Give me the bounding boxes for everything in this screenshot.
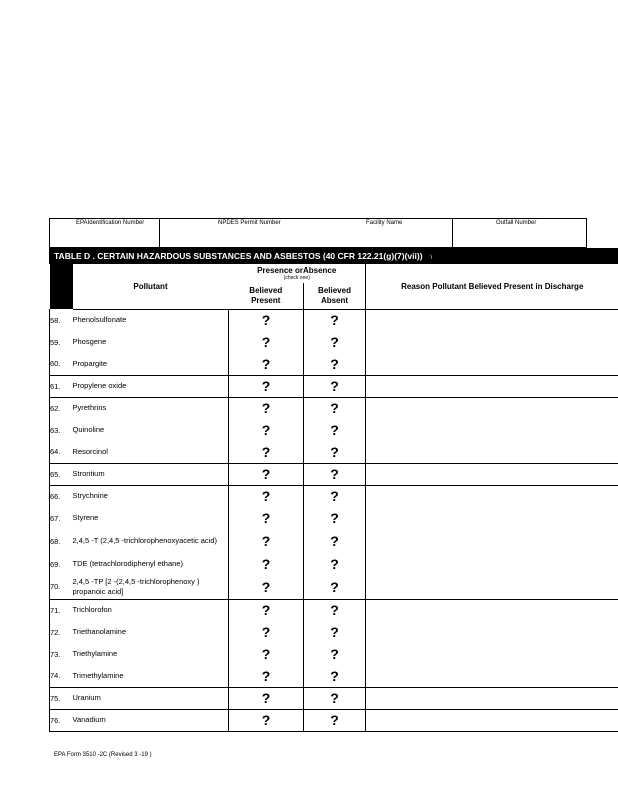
believed-absent-checkbox[interactable]: ? <box>304 553 366 575</box>
believed-absent-checkbox[interactable]: ? <box>304 441 366 463</box>
row-number: 59. <box>50 331 73 353</box>
believed-present-checkbox[interactable]: ? <box>229 485 304 507</box>
table-row <box>50 553 618 575</box>
table-row <box>50 529 618 553</box>
pollutant-table <box>49 264 618 732</box>
believed-present-checkbox[interactable]: ? <box>229 353 304 375</box>
present-label-1: Believed <box>249 285 283 295</box>
table-row <box>50 419 618 441</box>
absent-label-1: Believed <box>318 285 351 295</box>
believed-present-checkbox[interactable]: ? <box>229 553 304 575</box>
believed-absent-checkbox[interactable]: ? <box>304 375 366 397</box>
pollutant-name: Trimethylamine <box>73 665 229 687</box>
number-column-header <box>50 264 73 309</box>
believed-absent-checkbox[interactable]: ? <box>304 463 366 485</box>
table-row <box>50 643 618 665</box>
believed-present-checkbox[interactable]: ? <box>229 375 304 397</box>
believed-absent-checkbox[interactable]: ? <box>304 599 366 621</box>
reason-field[interactable] <box>366 687 618 709</box>
believed-absent-checkbox[interactable]: ? <box>304 309 366 331</box>
table-title <box>49 248 618 264</box>
believed-present-checkbox[interactable]: ? <box>229 309 304 331</box>
table-row <box>50 441 618 463</box>
row-number: 71. <box>50 599 73 621</box>
row-number: 64. <box>50 441 73 463</box>
row-number: 58. <box>50 309 73 331</box>
table-row <box>50 485 618 507</box>
pollutant-name: TDE (tetrachlorodiphenyl ethane) <box>72 559 183 568</box>
reason-field[interactable] <box>366 375 618 397</box>
row-number: 74. <box>50 665 73 687</box>
facility-label: Facility Name <box>366 220 403 226</box>
believed-present-checkbox[interactable]: ? <box>229 709 304 731</box>
believed-absent-checkbox[interactable]: ? <box>304 529 366 553</box>
pollutant-name: Vanadium <box>73 709 229 731</box>
row-number: 76. <box>50 709 73 731</box>
believed-present-checkbox[interactable]: ? <box>229 621 304 643</box>
present-label-2: Present <box>251 295 281 305</box>
believed-present-checkbox[interactable]: ? <box>229 507 304 529</box>
reason-field[interactable] <box>366 709 618 731</box>
table-row <box>50 687 618 709</box>
pollutant-name: Quinoline <box>72 425 105 434</box>
believed-present-checkbox[interactable]: ? <box>229 397 304 419</box>
reason-column-header: Reason Pollutant Believed Present in Discharge <box>366 264 618 309</box>
table-row <box>50 621 618 643</box>
pollutant-name: 2,4,5 -TP [2 -(2,4,5 -trichlorophenoxy ) propanoic acid] <box>73 575 229 599</box>
reason-field[interactable] <box>366 621 618 643</box>
pollutant-name: Trichlorofon <box>72 605 112 615</box>
believed-absent-checkbox[interactable]: ? <box>304 507 366 529</box>
pollutant-column-header: Pollutant <box>73 264 229 309</box>
check-one-label: (check one) <box>283 275 310 281</box>
believed-absent-checkbox[interactable]: ? <box>304 709 366 731</box>
reason-field[interactable] <box>366 441 618 463</box>
reason-field[interactable] <box>366 599 618 621</box>
reason-field[interactable] <box>366 419 618 441</box>
pollutant-name: Resorcinol <box>73 441 229 463</box>
row-number: 73. <box>50 643 73 665</box>
believed-present-checkbox[interactable]: ? <box>229 419 304 441</box>
table-row <box>50 665 618 687</box>
reason-field[interactable] <box>366 309 618 331</box>
pollutant-name: Propargite <box>73 353 229 375</box>
table-row <box>50 397 618 419</box>
row-number: 65. <box>50 463 73 485</box>
row-number: 75. <box>50 687 73 709</box>
form-footer: EPA Form 3510 -2C (Revised 3 -19 ) <box>54 752 152 758</box>
table-row <box>50 375 618 397</box>
pollutant-name: Strychnine <box>72 491 108 501</box>
row-number: 72. <box>50 621 73 643</box>
reason-field[interactable] <box>366 353 618 375</box>
epa-id-label: EPAIdentification Number <box>76 220 145 226</box>
reason-field[interactable] <box>366 485 618 507</box>
believed-absent-checkbox[interactable]: ? <box>304 575 366 599</box>
table-row <box>50 331 618 353</box>
npdes-label: NPDES Permit Number <box>218 220 281 226</box>
believed-absent-checkbox[interactable]: ? <box>304 397 366 419</box>
table-row <box>50 353 618 375</box>
believed-present-checkbox[interactable]: ? <box>229 599 304 621</box>
reason-field[interactable] <box>366 665 618 687</box>
table-row <box>50 575 618 599</box>
table-row <box>50 463 618 485</box>
reason-field[interactable] <box>366 643 618 665</box>
believed-present-checkbox[interactable]: ? <box>229 463 304 485</box>
pollutant-name: Pyrethrins <box>72 403 107 413</box>
believed-absent-checkbox[interactable]: ? <box>304 353 366 375</box>
table-row <box>50 507 618 529</box>
table-row <box>50 709 618 731</box>
header-divider <box>159 219 160 247</box>
presence-label: Presence orAbsence <box>257 266 337 275</box>
reason-field[interactable] <box>366 397 618 419</box>
pollutant-name: 2,4,5 -T (2,4,5 -trichlorophenoxyacetic acid) <box>72 536 218 545</box>
table-row <box>50 309 618 331</box>
title-mark: \ <box>430 255 433 261</box>
reason-field[interactable] <box>366 575 618 599</box>
header-divider <box>452 219 453 247</box>
reason-field[interactable] <box>366 331 618 353</box>
reason-field[interactable] <box>366 553 618 575</box>
table-row <box>50 599 618 621</box>
pollutant-name: Phosgene <box>72 337 107 346</box>
believed-absent-checkbox[interactable]: ? <box>304 687 366 709</box>
reason-field[interactable] <box>366 507 618 529</box>
believed-absent-checkbox[interactable]: ? <box>304 331 366 353</box>
believed-present-header <box>229 283 304 309</box>
believed-present-checkbox[interactable]: ? <box>229 687 304 709</box>
row-number: 66. <box>50 485 73 507</box>
pollutant-name: Styrene <box>72 513 99 522</box>
believed-present-checkbox[interactable]: ? <box>229 575 304 599</box>
table-title-text: TABLE D . CERTAIN HAZARDOUS SUBSTANCES AND ASBESTOS (40 CFR 122.21(g)(7)(vii)) <box>54 251 423 261</box>
pollutant-name: Triethylamine <box>72 649 118 658</box>
absent-label-2: Absent <box>320 295 349 305</box>
row-number: 69. <box>50 553 73 575</box>
reason-field[interactable] <box>366 463 618 485</box>
believed-present-checkbox[interactable]: ? <box>229 643 304 665</box>
believed-present-checkbox[interactable]: ? <box>229 529 304 553</box>
pollutant-name: Strontium <box>73 463 229 485</box>
believed-absent-checkbox[interactable]: ? <box>304 665 366 687</box>
pollutant-name: Triethanolamine <box>72 627 126 636</box>
believed-absent-header <box>304 283 366 309</box>
row-number: 60. <box>50 353 73 375</box>
pollutant-name: Uranium <box>73 687 229 709</box>
pollutant-name: Propylene oxide <box>73 375 229 397</box>
reason-field[interactable] <box>366 529 618 553</box>
row-number: 61. <box>50 375 73 397</box>
row-number: 62. <box>50 397 73 419</box>
believed-present-checkbox[interactable]: ? <box>229 331 304 353</box>
believed-absent-checkbox[interactable]: ? <box>304 419 366 441</box>
row-number: 70. <box>50 575 73 599</box>
believed-present-checkbox[interactable]: ? <box>229 665 304 687</box>
believed-absent-checkbox[interactable]: ? <box>304 485 366 507</box>
believed-absent-checkbox[interactable]: ? <box>304 643 366 665</box>
believed-absent-checkbox[interactable]: ? <box>304 621 366 643</box>
presence-column-header <box>229 264 366 283</box>
believed-present-checkbox[interactable]: ? <box>229 441 304 463</box>
outfall-label: Outfall Number <box>496 220 537 226</box>
pollutant-name: Phenolsulfonate <box>72 315 127 325</box>
row-number: 68. <box>50 529 73 553</box>
row-number: 67. <box>50 507 73 529</box>
form-header <box>49 218 587 248</box>
row-number: 63. <box>50 419 73 441</box>
